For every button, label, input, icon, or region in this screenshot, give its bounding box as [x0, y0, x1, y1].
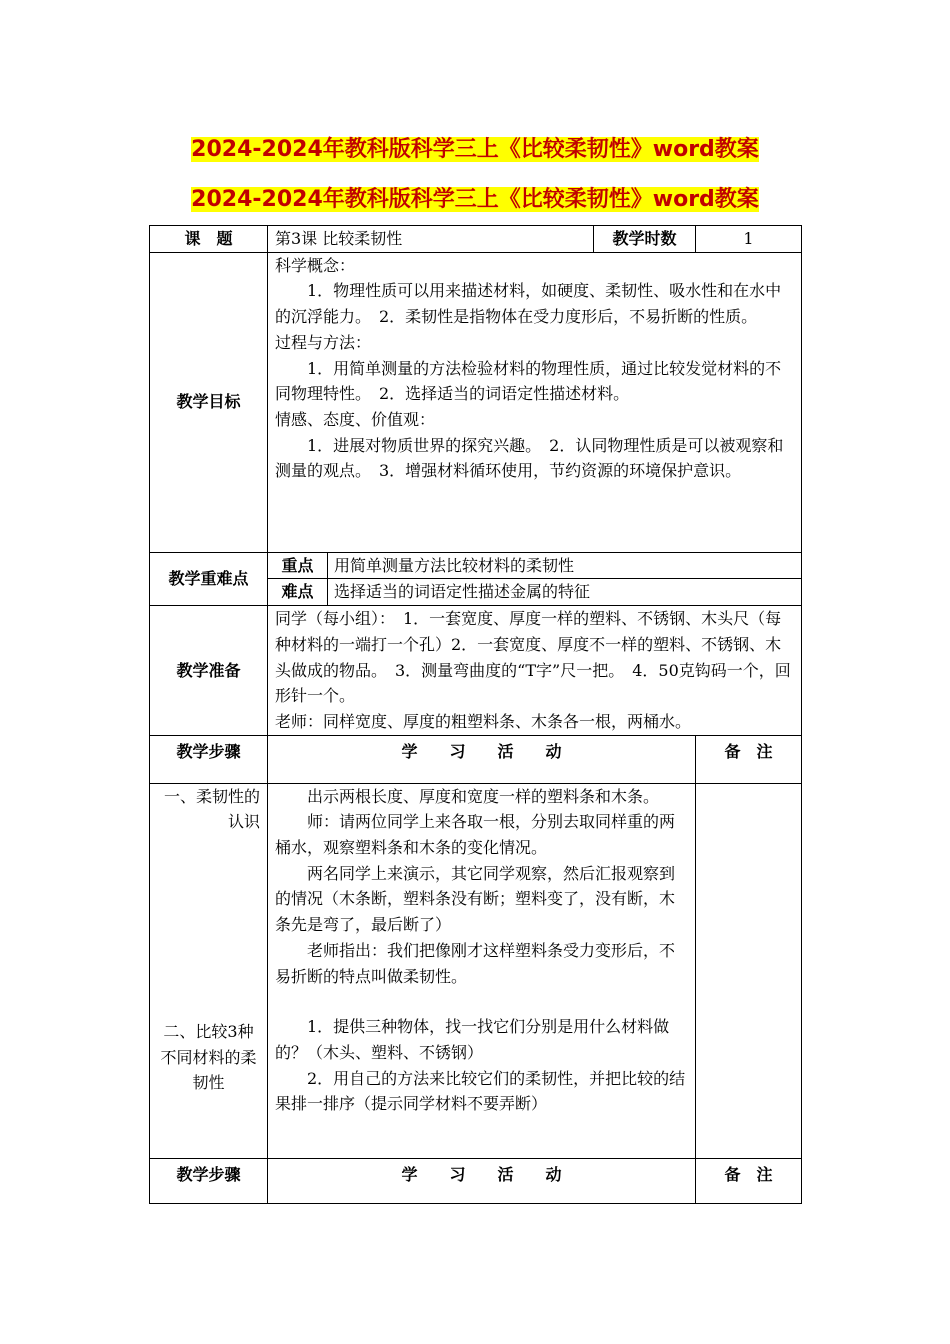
activity-4: 老师指出：我们把像刚才这样塑料条受力变形后，不易折断的特点叫做柔韧性。 — [275, 940, 676, 986]
topic-label: 课 题 — [150, 226, 268, 253]
activity-1: 出示两根长度、厚度和宽度一样的塑料条和木条。 — [307, 786, 660, 806]
steps-labels — [150, 783, 268, 1158]
steps-header2-col2: 学 习 活 动 — [268, 1158, 696, 1203]
topic-row — [150, 226, 802, 253]
goals-attitude-text: 1．进展对物质世界的探究兴趣。 2．认同物理性质是可以被观察和测量的观点。 3．增强材料循环使用，节约资源的环境保护意识。 — [275, 435, 784, 481]
goals-heading-method: 过程与方法： — [275, 332, 372, 352]
hours-label: 教学时数 — [594, 226, 696, 253]
step2-label: 二、比较3种不同材料的柔韧性 — [160, 1022, 257, 1093]
prep-teacher-text: 老师：同样宽度、厚度的粗塑料条、木条各一根，两桶水。 — [275, 711, 692, 731]
keypoints-inner-table — [268, 553, 801, 605]
prep-label: 教学准备 — [150, 606, 268, 736]
steps-header2-col3: 备 注 — [696, 1158, 802, 1203]
steps-row — [150, 783, 802, 1158]
steps-notes — [696, 783, 802, 1158]
activity-2: 师：请两位同学上来各取一根，分别去取同样重的两桶水，观察塑料条和木条的变化情况。 — [275, 812, 676, 858]
steps-header2-col1: 教学步骤 — [150, 1158, 268, 1203]
prep-content — [268, 606, 802, 736]
steps-header-row-2 — [150, 1158, 802, 1203]
topic-value: 第3课 比较柔韧性 — [268, 226, 594, 253]
goals-method-text: 1．用简单测量的方法检验材料的物理性质，通过比较发觉材料的不同物理特性。 2．选择适当的词语定性描述材料。 — [275, 358, 782, 404]
activity-3: 两名同学上来演示，其它同学观察，然后汇报观察到的情况（木条断，塑料条没有断；塑料变了，没有断，木条先是弯了，最后断了） — [275, 863, 676, 935]
goals-label: 教学目标 — [150, 252, 268, 552]
steps-header-col1: 教学步骤 — [150, 735, 268, 783]
prep-row — [150, 606, 802, 736]
steps-header-row — [150, 735, 802, 783]
difficult-point-label: 难点 — [268, 579, 328, 605]
keypoints-content — [268, 552, 802, 605]
activity-6: 2．用自己的方法来比较它们的柔韧性，并把比较的结果排一排序（提示同学材料不要弄断） — [275, 1068, 686, 1114]
key-point-label: 重点 — [268, 553, 328, 579]
key-point-value: 用简单测量方法比较材料的柔韧性 — [334, 555, 575, 575]
prep-student-text: 同学（每小组）： 1．一套宽度、厚度一样的塑料、不锈钢、木头尺（每种材料的一端打一个孔）2．一套宽度、厚度不一样的塑料、不锈钢、木头做成的物品。 3．测量弯曲度的“T字”尺一把。 4．50克钩码一个，回形针一个。 — [275, 609, 791, 706]
steps-header-col2: 学 习 活 动 — [268, 735, 696, 783]
keypoints-label: 教学重难点 — [150, 552, 268, 605]
keypoints-row — [150, 552, 802, 605]
goals-row — [150, 252, 802, 552]
difficult-point-value: 选择适当的词语定性描述金属的特征 — [328, 579, 802, 605]
lesson-plan-table — [149, 225, 802, 1204]
activity-5: 1．提供三种物体，找一找它们分别是用什么材料做的？（木头、塑料、不锈钢） — [275, 1017, 670, 1062]
step1-label: 一、柔韧性的认识 — [163, 786, 260, 832]
goals-content — [268, 252, 802, 552]
steps-activities — [268, 783, 696, 1158]
goals-heading-attitude: 情感、态度、价值观： — [275, 409, 436, 429]
goals-heading-concept: 科学概念： — [275, 255, 356, 275]
goals-concept-text: 1．物理性质可以用来描述材料，如硬度、柔韧性、吸水性和在水中的沉浮能力。 2．柔韧性是指物体在受力度形后，不易折断的性质。 — [275, 281, 782, 327]
hours-value: 1 — [696, 226, 802, 253]
document-title: 2024-2024年教科版科学三上《比较柔韧性》word教案 — [191, 137, 759, 162]
document-title-repeat: 2024-2024年教科版科学三上《比较柔韧性》word教案 — [191, 187, 759, 212]
steps-header-col3: 备 注 — [696, 735, 802, 783]
